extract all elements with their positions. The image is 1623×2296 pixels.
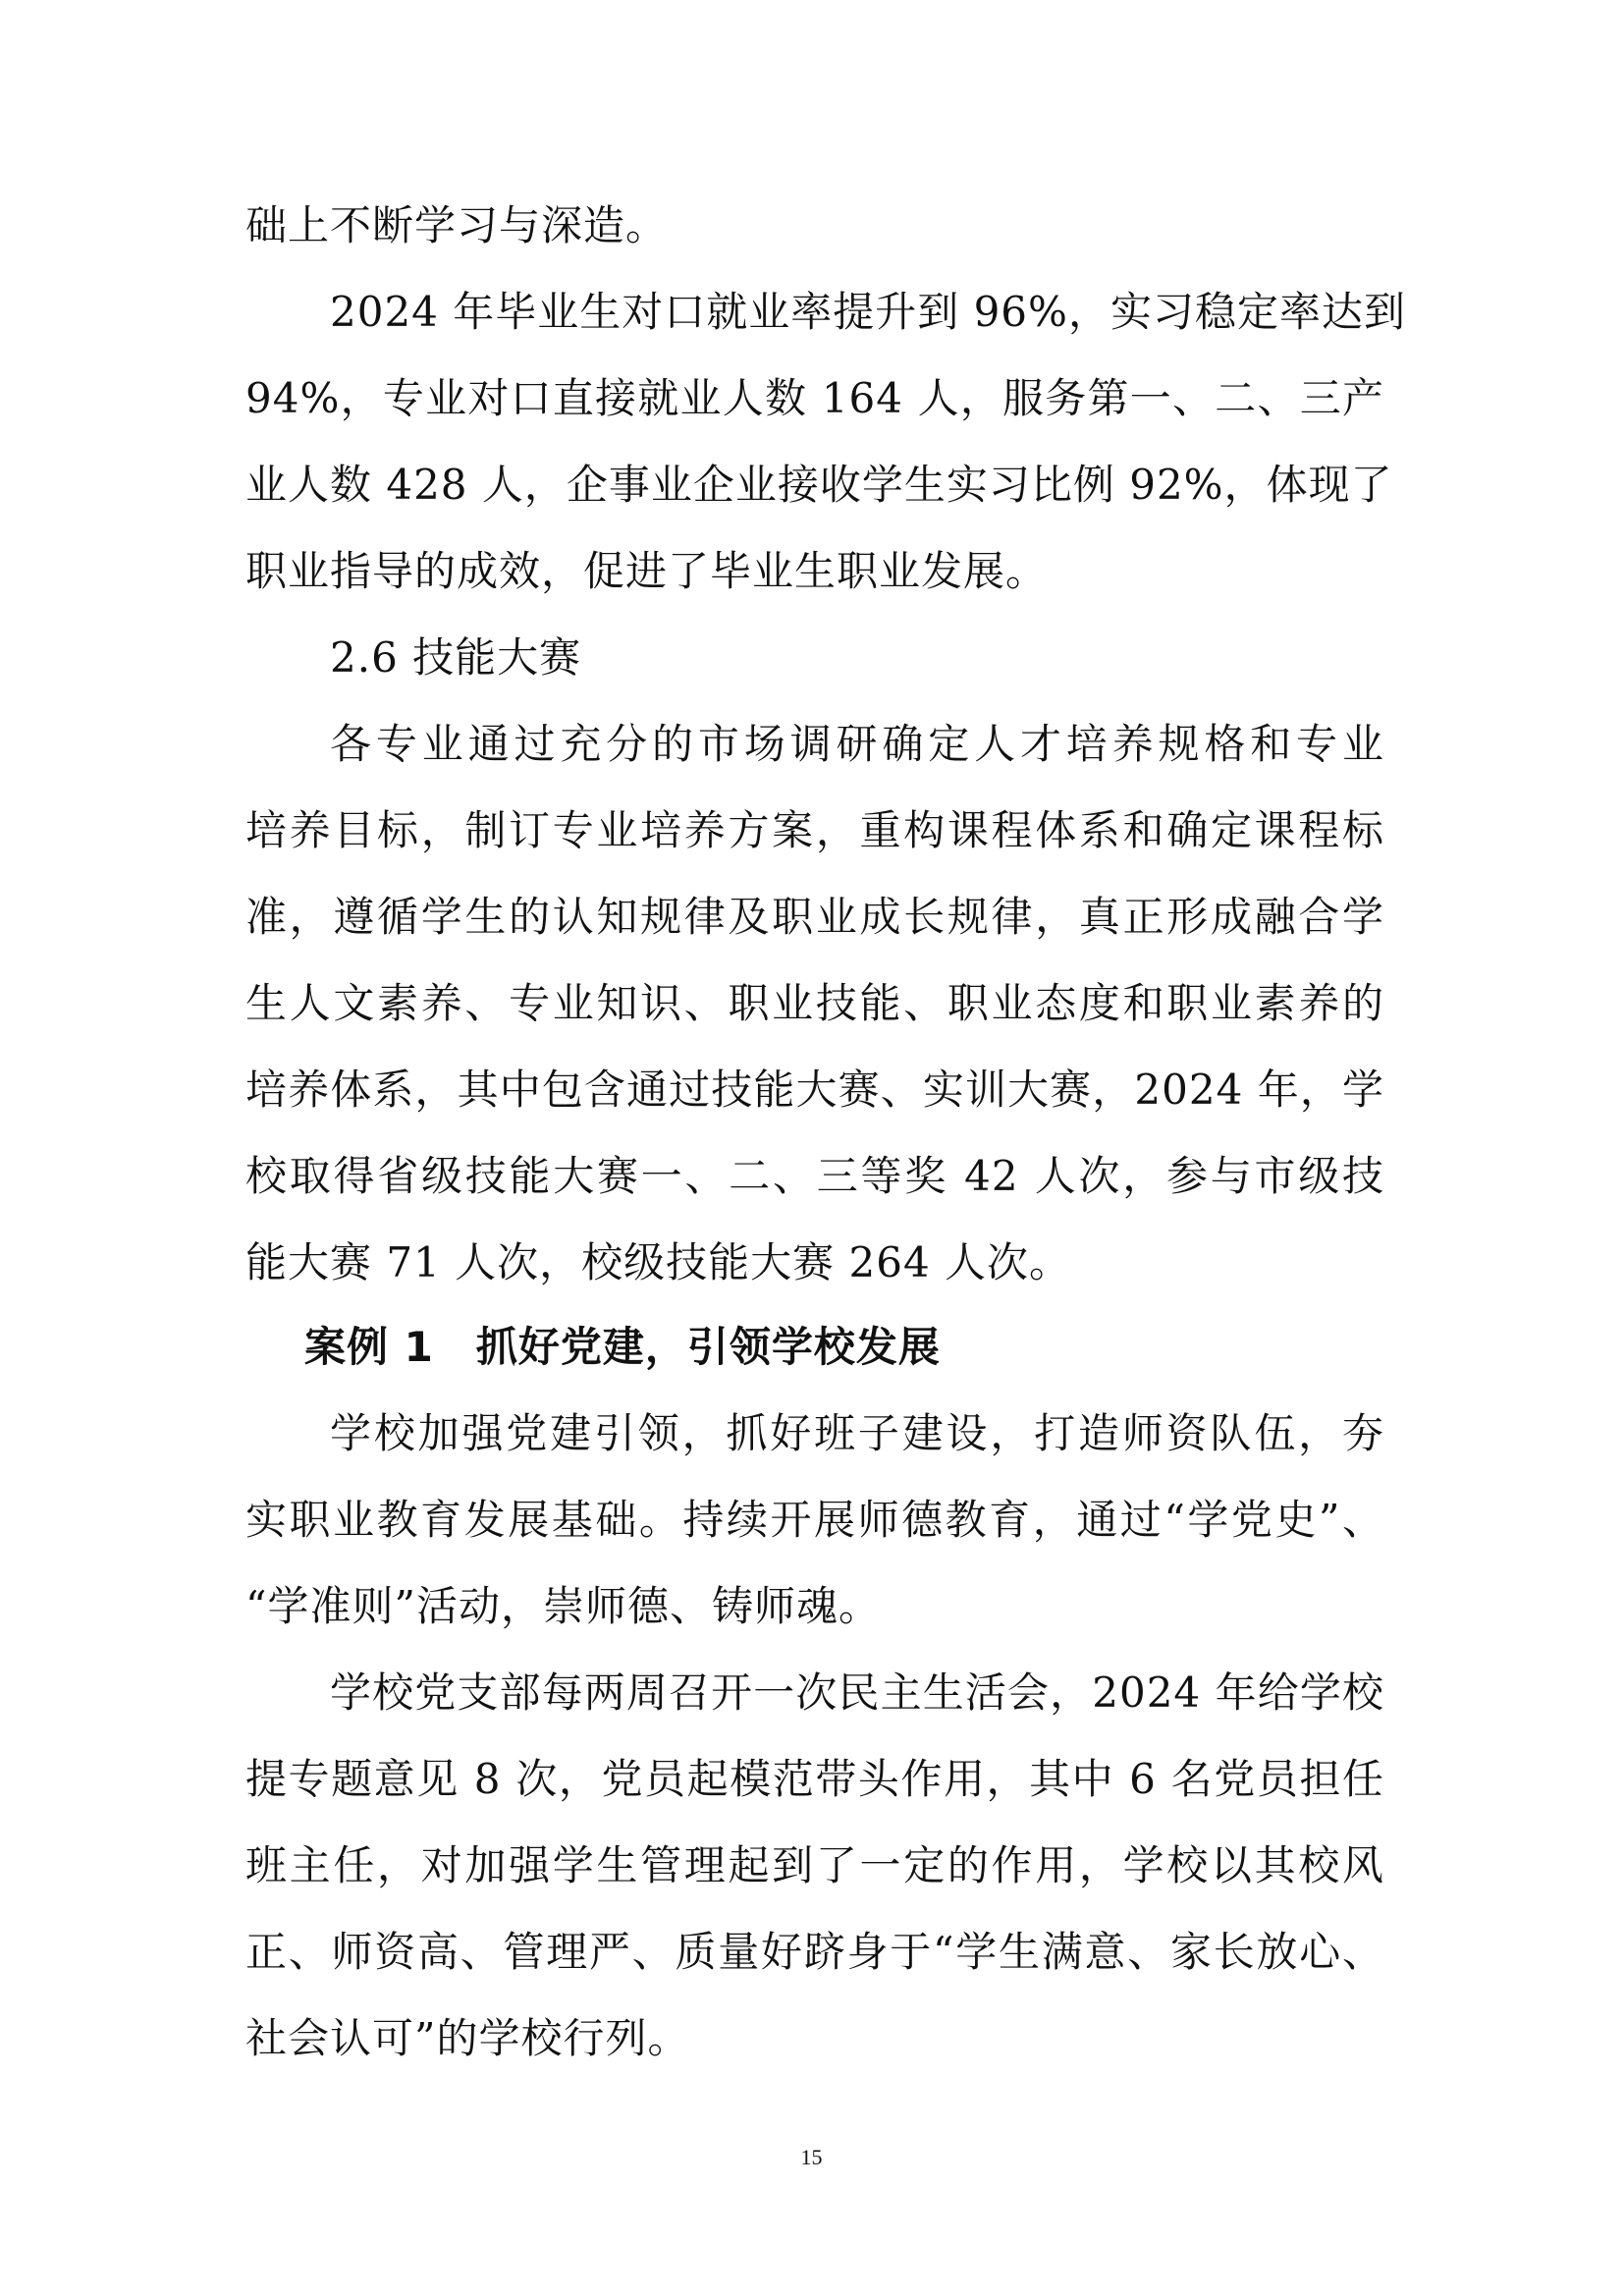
text-line: 培养目标，制订专业培养方案，重构课程体系和确定课程标	[245, 806, 1384, 854]
section-heading: 2.6 技能大赛	[330, 633, 582, 682]
case-title: 案例 1 抓好党建，引领学校发展	[304, 1323, 941, 1371]
text-line: 学校党支部每两周召开一次民主生活会，2024 年给学校	[330, 1668, 1384, 1717]
text-line: 生人文素养、专业知识、职业技能、职业态度和职业素养的	[245, 979, 1384, 1027]
text-line: 础上不断学习与深造。	[245, 201, 669, 249]
text-line: 2024 年毕业生对口就业率提升到 96%，实习稳定率达到	[330, 288, 1406, 336]
text-line: 培养体系，其中包含通过技能大赛、实训大赛，2024 年，学	[245, 1066, 1384, 1114]
text-line: 94%，专业对口直接就业人数 164 人，服务第一、二、三产	[245, 374, 1384, 422]
text-line: 准，遵循学生的认知规律及职业成长规律，真正形成融合学	[245, 893, 1384, 941]
text-line: 能大赛 71 人次，校级技能大赛 264 人次。	[245, 1238, 1072, 1286]
text-line: 各专业通过充分的市场调研确定人才培养规格和专业	[330, 720, 1384, 768]
text-line: 实职业教育发展基础。持续开展师德教育，通过“学党史”、	[245, 1496, 1384, 1544]
text-line: 班主任，对加强学生管理起到了一定的作用，学校以其校风	[245, 1841, 1384, 1889]
text-line: 校取得省级技能大赛一、二、三等奖 42 人次，参与市级技	[245, 1152, 1384, 1200]
text-line: 职业指导的成效，促进了毕业生职业发展。	[245, 547, 1049, 595]
page-number: 15	[800, 2145, 823, 2169]
text-line: “学准则”活动，崇师德、铸师魂。	[245, 1582, 881, 1630]
text-line: 社会认可”的学校行列。	[245, 2014, 690, 2062]
text-line: 正、师资高、管理严、质量好跻身于“学生满意、家长放心、	[245, 1928, 1384, 1976]
text-line: 学校加强党建引领，抓好班子建设，打造师资队伍，夯	[330, 1409, 1384, 1457]
text-line: 业人数 428 人，企事业企业接收学生实习比例 92%，体现了	[245, 461, 1393, 509]
text-line: 提专题意见 8 次，党员起模范带头作用，其中 6 名党员担任	[245, 1755, 1384, 1803]
